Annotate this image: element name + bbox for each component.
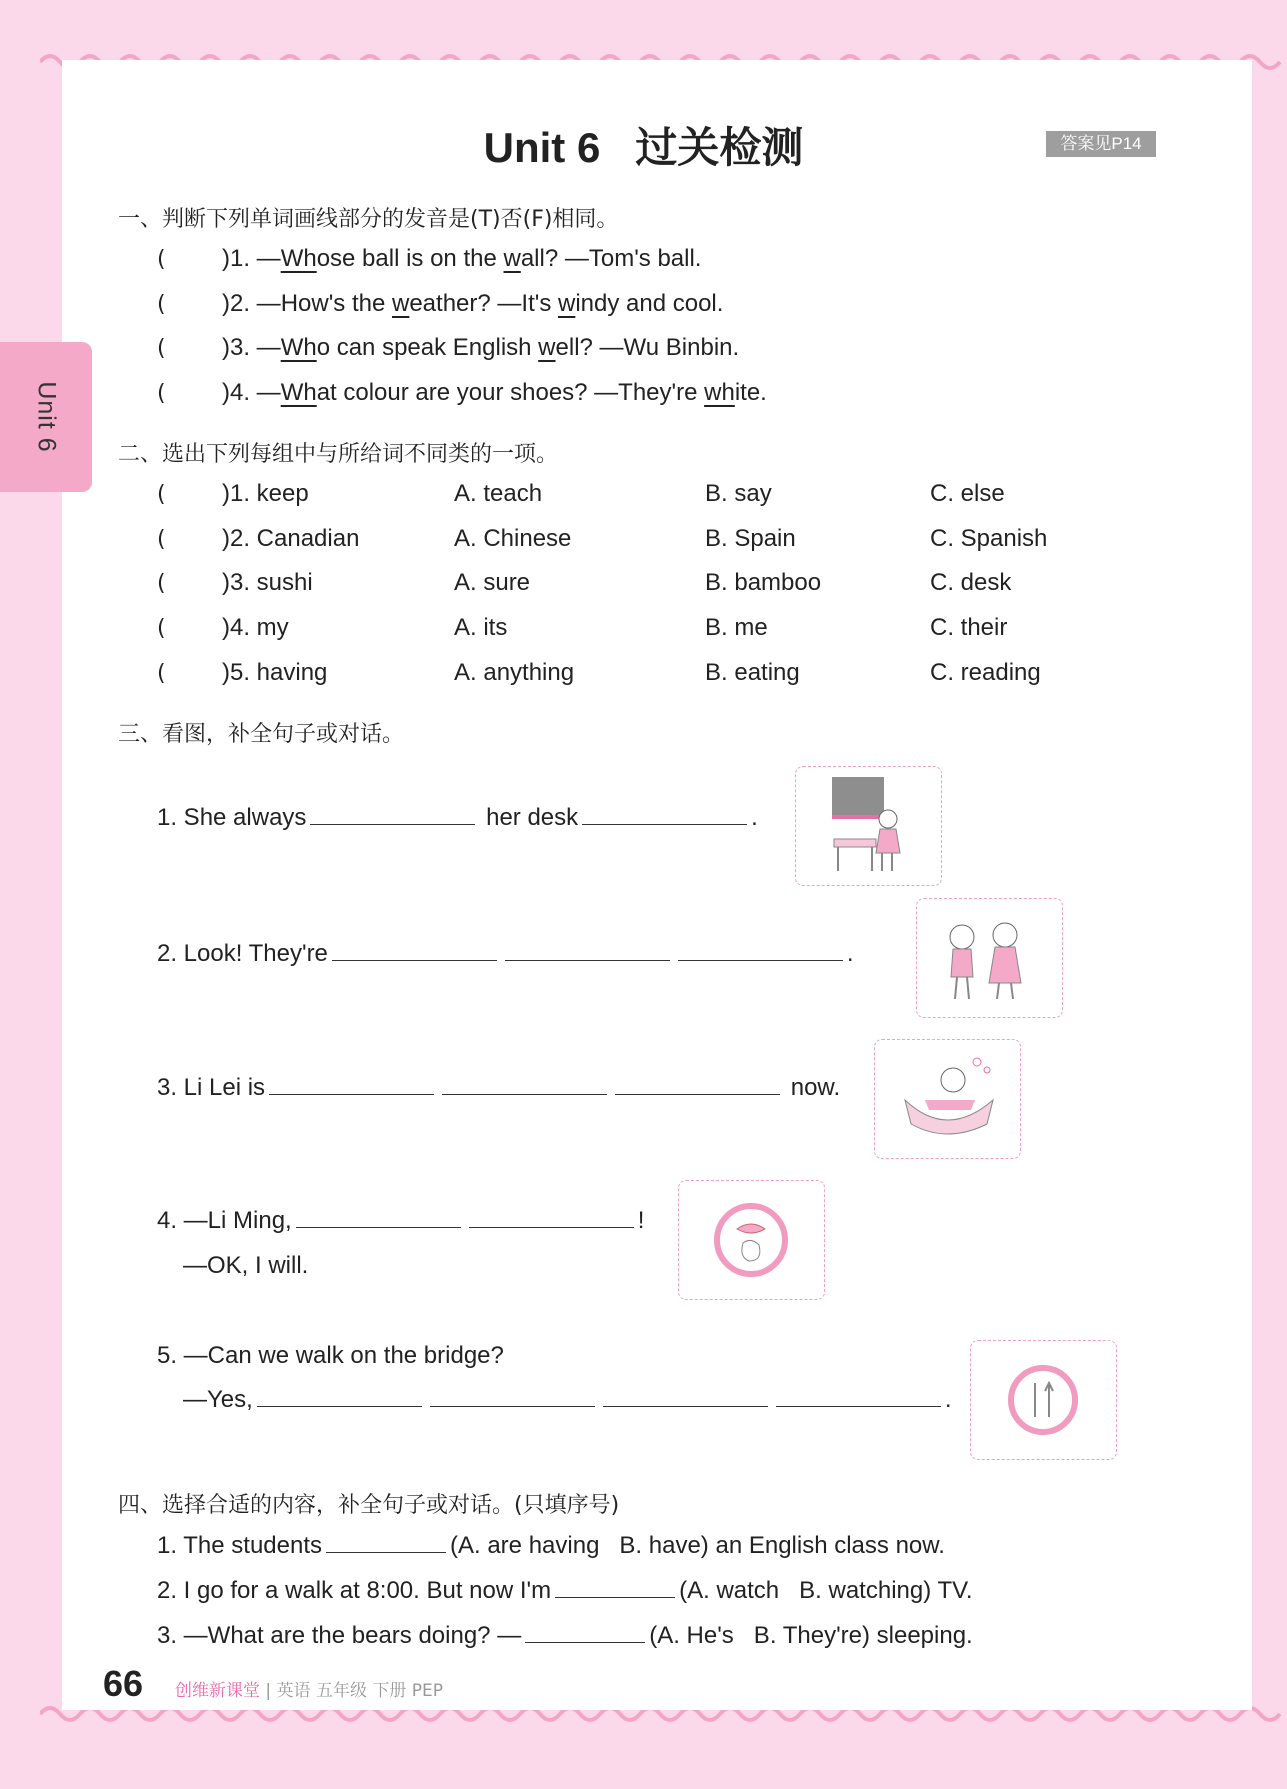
unit-side-tab	[0, 342, 92, 492]
footer-info	[175, 1676, 443, 1701]
s2-option-c: C. reading	[930, 659, 1041, 686]
s3-question-1: 1. She always her desk .	[157, 804, 758, 831]
s1-item: )2. —How's the weather? —It's windy and cool.	[222, 290, 724, 317]
s2-option-a: A. teach	[454, 480, 543, 507]
answer-paren[interactable]: (	[157, 247, 166, 272]
answer-paren[interactable]: (	[157, 616, 166, 641]
page-number: 66	[103, 1663, 144, 1704]
answer-blank[interactable]	[776, 1388, 941, 1407]
answer-blank[interactable]	[469, 1209, 634, 1228]
s4-item: 2. I go for a walk at 8:00. But now I'm (A. watch B. watching) TV.	[157, 1577, 973, 1604]
s3-question-5: 5. —Can we walk on the bridge?	[157, 1342, 504, 1369]
s3-question-3: 3. Li Lei is now.	[157, 1074, 841, 1101]
s1-item: )4. —What colour are your shoes? —They're white.	[222, 379, 767, 406]
answer-blank[interactable]	[442, 1076, 607, 1095]
picture-quiet-sign	[678, 1180, 825, 1300]
s2-given-word: )3. sushi	[222, 569, 313, 596]
section3-heading: 三、看图，补全句子或对话。	[118, 722, 405, 747]
s2-option-b: B. say	[705, 480, 772, 507]
answer-blank[interactable]	[257, 1388, 422, 1407]
s2-given-word: )4. my	[222, 614, 289, 641]
footer-brand: 创维新课堂	[175, 1681, 260, 1701]
answer-blank[interactable]	[615, 1076, 780, 1095]
answer-blank[interactable]	[326, 1534, 446, 1553]
picture-girl-cleaning-desk	[795, 766, 942, 886]
s1-item: )1. —Whose ball is on the wall? —Tom's ball.	[222, 245, 702, 272]
answer-blank[interactable]	[525, 1624, 645, 1643]
s3-question-4-reply: —OK, I will.	[183, 1252, 309, 1279]
s2-option-c: C. desk	[930, 569, 1012, 596]
s2-option-a: A. Chinese	[454, 525, 572, 552]
s2-option-a: A. sure	[454, 569, 531, 596]
s2-option-b: B. me	[705, 614, 768, 641]
s2-option-b: B. bamboo	[705, 569, 822, 596]
answer-blank[interactable]	[678, 942, 843, 961]
s2-option-b: B. eating	[705, 659, 800, 686]
s2-option-c: C. else	[930, 480, 1005, 507]
answer-paren[interactable]: (	[157, 661, 166, 686]
s2-option-b: B. Spain	[705, 525, 796, 552]
footer-details: | 英语 五年级 下册 PEP	[265, 1681, 443, 1701]
s2-option-c: C. their	[930, 614, 1008, 641]
answer-reference-badge: 答案见P14	[1046, 131, 1156, 157]
answer-blank[interactable]	[582, 806, 747, 825]
s4-item: 1. The students (A. are having B. have) an English class now.	[157, 1532, 945, 1559]
answer-blank[interactable]	[296, 1209, 461, 1228]
answer-blank[interactable]	[310, 806, 475, 825]
section4-heading: 四、选择合适的内容，补全句子或对话。(只填序号)	[118, 1493, 620, 1518]
answer-paren[interactable]: (	[157, 482, 166, 507]
page-title: Unit 6 过关检测	[483, 124, 804, 171]
answer-paren[interactable]: (	[157, 336, 166, 361]
answer-paren[interactable]: (	[157, 527, 166, 552]
answer-paren[interactable]: (	[157, 292, 166, 317]
answer-blank[interactable]	[269, 1076, 434, 1095]
s3-question-5-reply: —Yes, .	[183, 1386, 952, 1413]
s2-given-word: )2. Canadian	[222, 525, 360, 552]
s2-given-word: )1. keep	[222, 480, 309, 507]
s3-question-4: 4. —Li Ming, !	[157, 1207, 645, 1234]
s2-option-a: A. anything	[454, 659, 575, 686]
s2-given-word: )5. having	[222, 659, 328, 686]
answer-blank[interactable]	[430, 1388, 595, 1407]
side-tab-label: Unit 6	[32, 381, 61, 453]
s4-item: 3. —What are the bears doing? — (A. He's B. They're) sleeping.	[157, 1622, 973, 1649]
answer-blank[interactable]	[555, 1579, 675, 1598]
s3-question-2: 2. Look! They're .	[157, 940, 854, 967]
picture-children-playing	[916, 898, 1063, 1018]
answer-blank[interactable]	[332, 942, 497, 961]
picture-boy-bathing	[874, 1039, 1021, 1159]
answer-paren[interactable]: (	[157, 381, 166, 406]
answer-paren[interactable]: (	[157, 571, 166, 596]
s2-option-a: A. its	[454, 614, 508, 641]
answer-blank[interactable]	[603, 1388, 768, 1407]
section2-heading: 二、选出下列每组中与所给词不同类的一项。	[118, 442, 559, 467]
s2-option-c: C. Spanish	[930, 525, 1048, 552]
picture-one-way-sign	[970, 1340, 1117, 1460]
section1-heading: 一、判断下列单词画线部分的发音是(T)否(F)相同。	[118, 207, 619, 232]
s1-item: )3. —Who can speak English well? —Wu Binbin.	[222, 334, 740, 361]
answer-blank[interactable]	[505, 942, 670, 961]
